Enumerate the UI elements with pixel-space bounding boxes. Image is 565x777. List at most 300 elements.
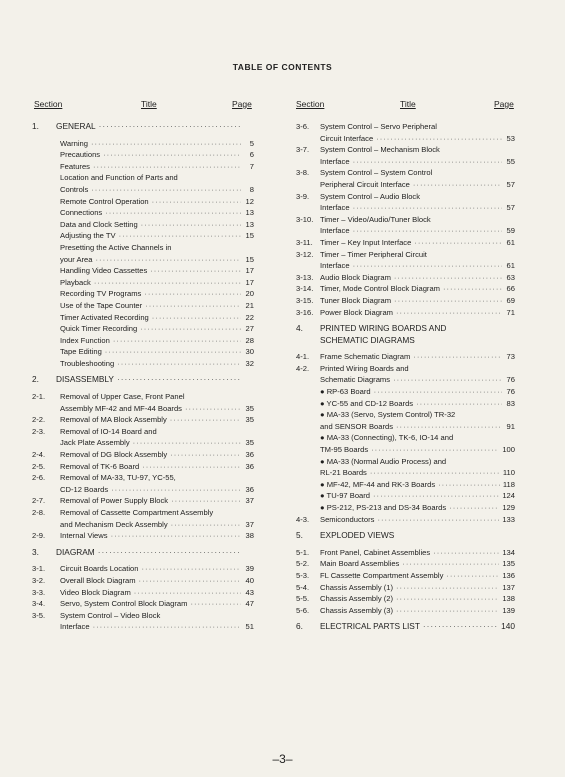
toc-entry-title: Connections bbox=[60, 208, 103, 218]
toc-entry bbox=[296, 421, 515, 433]
toc-entry-number: 3-12. bbox=[296, 249, 314, 259]
leader-dots bbox=[141, 219, 241, 231]
toc-entry-title: ● YC-55 and CD-12 Boards bbox=[320, 398, 414, 408]
toc-entry bbox=[32, 323, 254, 335]
toc-entry-title: Recording TV Programs bbox=[60, 289, 142, 299]
toc-entry-title: Interface bbox=[320, 156, 350, 166]
toc-entry-title: Interface bbox=[60, 622, 90, 632]
toc-column-left bbox=[32, 121, 254, 633]
leader-dots bbox=[353, 156, 502, 168]
toc-entry-title: ● RP-63 Board bbox=[320, 387, 371, 397]
toc-entry-page: 21 bbox=[245, 300, 254, 310]
toc-entry bbox=[32, 172, 254, 184]
page-title: TABLE OF CONTENTS bbox=[232, 62, 333, 72]
toc-entry-title: Controls bbox=[60, 184, 89, 194]
toc-entry bbox=[296, 214, 515, 226]
toc-entry-title: FL Cassette Compartment Assembly bbox=[320, 570, 444, 580]
toc-entry-title: Circuit Boards Location bbox=[60, 564, 139, 574]
toc-entry-page: 43 bbox=[245, 587, 254, 597]
leader-dots bbox=[414, 237, 502, 249]
leader-dots bbox=[111, 484, 241, 496]
toc-entry-page: 27 bbox=[245, 324, 254, 334]
leader-dots bbox=[371, 444, 499, 456]
toc-entry-number: 3-8. bbox=[296, 168, 310, 178]
page-header-left: Page bbox=[232, 99, 252, 109]
toc-entry-page: 124 bbox=[502, 491, 515, 501]
toc-entry-number: 4-3. bbox=[296, 514, 310, 524]
toc-entry-title: Jack Plate Assembly bbox=[60, 438, 130, 448]
leader-dots bbox=[96, 254, 241, 266]
toc-entry bbox=[32, 300, 254, 312]
toc-entry-page: 137 bbox=[502, 582, 515, 592]
toc-entry-title: DISASSEMBLY bbox=[56, 374, 114, 385]
toc-entry-number: 4-2. bbox=[296, 363, 310, 373]
toc-entry bbox=[296, 249, 515, 261]
toc-entry bbox=[296, 295, 515, 307]
toc-entry-page bbox=[244, 547, 254, 559]
toc-entry-number: 2-8. bbox=[32, 508, 46, 517]
toc-entry bbox=[296, 272, 515, 284]
toc-entry-number: 2-6. bbox=[32, 473, 46, 483]
toc-entry-title: Removal of MA Block Assembly bbox=[60, 415, 167, 425]
toc-entry-title: System Control – Video Block bbox=[60, 610, 161, 620]
toc-entry-page bbox=[244, 121, 254, 133]
toc-entry bbox=[32, 335, 254, 347]
toc-entry-title: Peripheral Circuit Interface bbox=[320, 179, 410, 189]
leader-dots bbox=[396, 605, 499, 617]
toc-entry-title: Index Function bbox=[60, 335, 110, 345]
toc-entry-number: 3-3. bbox=[32, 587, 46, 597]
leader-dots bbox=[190, 598, 241, 610]
toc-entry-page: 53 bbox=[506, 133, 515, 143]
toc-entry bbox=[32, 587, 254, 599]
toc-entry-title: System Control – System Control bbox=[320, 168, 433, 178]
toc-entry-title: Use of the Tape Counter bbox=[60, 300, 143, 310]
toc-entry-page: 47 bbox=[245, 599, 254, 609]
toc-entry-title: Precautions bbox=[60, 150, 101, 160]
leader-dots bbox=[413, 351, 502, 363]
toc-entry-title: Semiconductors bbox=[320, 514, 375, 524]
toc-entry bbox=[32, 575, 254, 587]
toc-entry-page: 36 bbox=[245, 461, 254, 471]
toc-entry-title: and Mechanism Deck Assembly bbox=[60, 519, 168, 529]
toc-entry-title: Removal of TK-6 Board bbox=[60, 461, 140, 471]
toc-entry bbox=[32, 449, 254, 461]
leader-dots bbox=[93, 621, 241, 633]
toc-entry-page: 17 bbox=[245, 266, 254, 276]
toc-entry-number: 3-14. bbox=[296, 284, 314, 294]
toc-entry bbox=[296, 514, 515, 526]
toc-entry bbox=[32, 161, 254, 173]
toc-entry-title: Chassis Assembly (1) bbox=[320, 582, 394, 592]
toc-entry-page: 73 bbox=[506, 352, 515, 362]
toc-entry-number: 2-1. bbox=[32, 392, 46, 402]
leader-dots bbox=[376, 133, 502, 145]
toc-entry-title: PRINTED WIRING BOARDS AND bbox=[320, 323, 447, 334]
title-header-left: Title bbox=[141, 99, 157, 109]
page-header-right: Page bbox=[494, 99, 514, 109]
toc-entry-title: Location and Function of Parts and bbox=[60, 173, 178, 183]
toc-entry bbox=[32, 426, 254, 438]
leader-dots bbox=[373, 490, 499, 502]
leader-dots bbox=[91, 184, 241, 196]
toc-entry-number: 2-3. bbox=[32, 426, 46, 436]
leader-dots bbox=[370, 467, 500, 479]
toc-entry-number: 3-11. bbox=[296, 237, 313, 247]
leader-dots bbox=[438, 479, 500, 491]
toc-entry-page: 8 bbox=[249, 184, 254, 194]
toc-entry bbox=[296, 605, 515, 617]
toc-entry-number: 3-9. bbox=[296, 191, 310, 201]
toc-entry bbox=[296, 191, 515, 203]
leader-dots bbox=[103, 149, 241, 161]
toc-entry bbox=[32, 437, 254, 449]
toc-entry bbox=[32, 621, 254, 633]
toc-entry-title: RL-21 Boards bbox=[320, 468, 367, 478]
toc-entry-title: Playback bbox=[60, 277, 91, 287]
toc-entry bbox=[296, 547, 515, 559]
toc-entry bbox=[32, 138, 254, 150]
toc-entry-title: Assembly MF-42 and MF-44 Boards bbox=[60, 403, 182, 413]
toc-entry bbox=[32, 149, 254, 161]
toc-entry-number: 3-16. bbox=[296, 307, 314, 317]
toc-entry-title: Interface bbox=[320, 203, 350, 213]
toc-entry-page: 13 bbox=[245, 208, 254, 218]
toc-entry-title: Removal of DG Block Assembly bbox=[60, 450, 168, 460]
toc-entry-page: 63 bbox=[506, 272, 515, 282]
toc-entry-title: Frame Schematic Diagram bbox=[320, 352, 411, 362]
toc-entry-page: 17 bbox=[245, 277, 254, 287]
toc-entry bbox=[32, 288, 254, 300]
toc-entry-number: 6. bbox=[296, 621, 303, 632]
toc-entry-title: Interface bbox=[320, 261, 350, 271]
toc-entry-title: SCHEMATIC DIAGRAMS bbox=[320, 334, 415, 345]
leader-dots bbox=[353, 225, 502, 237]
toc-entry-title: Removal of IO-14 Board and bbox=[60, 426, 157, 436]
toc-entry-title: System Control – Audio Block bbox=[320, 191, 421, 201]
leader-dots bbox=[93, 161, 241, 173]
toc-entry-number: 5. bbox=[296, 530, 303, 541]
toc-entry-title: Overall Block Diagram bbox=[60, 575, 136, 585]
toc-entry-title: Warning bbox=[60, 138, 88, 148]
leader-dots bbox=[396, 582, 499, 594]
toc-entry-page: 61 bbox=[506, 237, 515, 247]
toc-entry-number: 5-3. bbox=[296, 570, 310, 580]
toc-entry bbox=[32, 519, 254, 531]
toc-entry bbox=[296, 398, 515, 410]
leader-dots bbox=[423, 621, 498, 633]
toc-entry-page: 30 bbox=[245, 347, 254, 357]
leader-dots bbox=[443, 283, 502, 295]
toc-entry-page: 12 bbox=[245, 196, 254, 206]
toc-section-heading bbox=[32, 374, 254, 386]
toc-entry-number: 3-13. bbox=[296, 272, 314, 282]
toc-entry bbox=[32, 219, 254, 231]
toc-entry-title: DIAGRAM bbox=[56, 546, 95, 557]
leader-dots bbox=[413, 179, 502, 191]
toc-entry-page: 59 bbox=[506, 226, 515, 236]
toc-entry-page: 71 bbox=[506, 307, 515, 317]
toc-entry-page bbox=[244, 374, 254, 386]
toc-entry bbox=[296, 144, 515, 156]
toc-entry-title: ● MA-33 (Servo, System Control) TR-32 bbox=[320, 410, 456, 420]
toc-entry-page: 129 bbox=[502, 503, 515, 512]
toc-entry bbox=[296, 502, 515, 514]
toc-entry-title: Timer Activated Recording bbox=[60, 312, 149, 322]
toc-entry-page: 136 bbox=[502, 570, 515, 580]
leader-dots bbox=[133, 437, 241, 449]
toc-entry-number: 3-6. bbox=[296, 122, 310, 131]
leader-dots bbox=[396, 307, 502, 319]
toc-entry bbox=[32, 598, 254, 610]
leader-dots bbox=[353, 260, 502, 272]
toc-entry bbox=[296, 386, 515, 398]
toc-entry-title: Main Board Assemblies bbox=[320, 559, 400, 569]
leader-dots bbox=[374, 386, 502, 398]
toc-entry-page: 35 bbox=[245, 415, 254, 425]
toc-entry bbox=[32, 461, 254, 473]
toc-entry-page: 7 bbox=[249, 161, 254, 171]
leader-dots bbox=[111, 530, 241, 542]
leader-dots bbox=[449, 502, 499, 514]
leader-dots bbox=[98, 547, 241, 559]
toc-entry-title: Timer – Timer Peripheral Circuit bbox=[320, 249, 427, 259]
leader-dots bbox=[433, 547, 499, 559]
leader-dots bbox=[402, 558, 499, 570]
toc-entry-page: 66 bbox=[506, 284, 515, 294]
leader-dots bbox=[91, 138, 241, 150]
toc-entry-page: 134 bbox=[502, 547, 515, 557]
leader-dots bbox=[396, 421, 502, 433]
toc-entry bbox=[32, 254, 254, 266]
leader-dots bbox=[142, 461, 241, 473]
toc-entry bbox=[296, 283, 515, 295]
toc-entry-page: 20 bbox=[245, 289, 254, 299]
toc-entry bbox=[296, 467, 515, 479]
toc-entry-page: 36 bbox=[245, 484, 254, 494]
toc-entry-title: Data and Clock Setting bbox=[60, 219, 138, 229]
toc-entry-title: CD-12 Boards bbox=[60, 484, 109, 494]
toc-entry-page: 138 bbox=[502, 594, 515, 604]
leader-dots bbox=[416, 398, 502, 410]
toc-entry-number: 3-15. bbox=[296, 295, 314, 305]
toc-entry-page: 55 bbox=[506, 156, 515, 166]
toc-entry-number: 4-1. bbox=[296, 352, 310, 362]
leader-dots bbox=[117, 358, 241, 370]
toc-entry bbox=[32, 391, 254, 403]
toc-entry bbox=[32, 563, 254, 575]
toc-entry bbox=[296, 260, 515, 272]
toc-entry-title: Features bbox=[60, 161, 90, 171]
toc-entry bbox=[32, 265, 254, 277]
leader-dots bbox=[134, 587, 241, 599]
toc-entry-number: 2-5. bbox=[32, 461, 46, 471]
toc-entry-number: 3-1. bbox=[32, 564, 46, 574]
toc-entry-title: ELECTRICAL PARTS LIST bbox=[320, 621, 420, 632]
toc-entry bbox=[296, 156, 515, 168]
toc-entry-number: 2-7. bbox=[32, 496, 46, 506]
leader-dots bbox=[105, 346, 241, 358]
toc-entry-page: 139 bbox=[502, 605, 515, 615]
toc-entry-number: 3-2. bbox=[32, 575, 46, 585]
toc-entry-title: Servo, System Control Block Diagram bbox=[60, 599, 188, 609]
toc-entry bbox=[32, 530, 254, 542]
toc-entry bbox=[296, 351, 515, 363]
toc-entry-number: 2-4. bbox=[32, 450, 46, 460]
title-header-right: Title bbox=[400, 99, 416, 109]
toc-entry-title: Audio Block Diagram bbox=[320, 272, 391, 282]
leader-dots bbox=[152, 196, 241, 208]
leader-dots bbox=[170, 449, 241, 461]
toc-entry-title: GENERAL bbox=[56, 121, 96, 131]
toc-section-heading bbox=[32, 121, 254, 133]
toc-entry-page: 6 bbox=[249, 150, 254, 160]
toc-entry bbox=[32, 472, 254, 484]
toc-entry bbox=[296, 225, 515, 237]
leader-dots bbox=[142, 563, 241, 575]
toc-entry-title: Interface bbox=[320, 226, 350, 236]
leader-dots bbox=[113, 335, 241, 347]
toc-entry bbox=[296, 237, 515, 249]
toc-entry-page: 22 bbox=[245, 312, 254, 322]
toc-entry-title: TM-95 Boards bbox=[320, 445, 369, 455]
toc-column-right bbox=[296, 121, 515, 633]
toc-entry-title: Tuner Block Diagram bbox=[320, 295, 392, 305]
leader-dots bbox=[396, 593, 499, 605]
toc-entry bbox=[296, 179, 515, 191]
leader-dots bbox=[185, 403, 241, 415]
leader-dots bbox=[150, 265, 241, 277]
toc-entry-title: Handling Video Cassettes bbox=[60, 266, 148, 276]
leader-dots bbox=[99, 121, 241, 133]
toc-entry-page: 39 bbox=[245, 564, 254, 574]
section-header-left: Section bbox=[34, 99, 63, 109]
toc-entry bbox=[296, 456, 515, 468]
toc-entry-title: Quick Timer Recording bbox=[60, 324, 138, 334]
toc-entry-title: Printed Wiring Boards and bbox=[320, 363, 409, 373]
toc-entry-title: Front Panel, Cabinet Assemblies bbox=[320, 547, 431, 557]
section-header-right: Section bbox=[296, 99, 325, 109]
toc-entry-title: Timer – Key Input Interface bbox=[320, 237, 412, 247]
toc-entry bbox=[296, 374, 515, 386]
toc-entry bbox=[32, 242, 254, 254]
leader-dots bbox=[117, 374, 241, 386]
toc-entry-title: System Control – Mechanism Block bbox=[320, 145, 440, 155]
toc-entry-page: 76 bbox=[506, 375, 515, 385]
toc-entry bbox=[296, 490, 515, 502]
toc-entry-title: and SENSOR Boards bbox=[320, 421, 394, 431]
toc-entry-page: 35 bbox=[245, 438, 254, 448]
toc-entry-title: Chassis Assembly (2) bbox=[320, 594, 394, 604]
toc-entry-page: 61 bbox=[506, 261, 515, 271]
toc-section-heading bbox=[32, 547, 254, 559]
toc-entry-title: Circuit Interface bbox=[320, 133, 374, 143]
toc-entry-page: 37 bbox=[245, 519, 254, 529]
page-number: –3– bbox=[272, 752, 293, 766]
toc-entry bbox=[32, 230, 254, 242]
toc-entry bbox=[296, 570, 515, 582]
toc-entry-number: 1. bbox=[32, 121, 39, 131]
toc-entry bbox=[32, 207, 254, 219]
leader-dots bbox=[353, 202, 502, 214]
leader-dots bbox=[377, 514, 499, 526]
leader-dots bbox=[144, 288, 241, 300]
toc-entry-title: Timer – Video/Audio/Tuner Block bbox=[320, 214, 431, 224]
toc-entry bbox=[296, 558, 515, 570]
toc-entry-page: 57 bbox=[506, 179, 515, 189]
leader-dots bbox=[393, 374, 502, 386]
toc-section-heading bbox=[296, 621, 515, 633]
toc-entry-page: 135 bbox=[502, 559, 515, 569]
toc-entry-number: 3-4. bbox=[32, 599, 46, 609]
toc-entry-page: 15 bbox=[245, 231, 254, 241]
toc-entry-title: EXPLODED VIEWS bbox=[320, 530, 395, 541]
toc-entry bbox=[296, 593, 515, 605]
toc-section-heading bbox=[296, 323, 515, 335]
leader-dots bbox=[170, 414, 241, 426]
toc-entry-number: 5-1. bbox=[296, 547, 310, 557]
toc-entry bbox=[296, 582, 515, 594]
toc-entry-page: 13 bbox=[245, 219, 254, 229]
toc-entry-number: 5-6. bbox=[296, 605, 310, 615]
toc-entry-page: 40 bbox=[245, 575, 254, 585]
toc-entry-title: Adjusting the TV bbox=[60, 231, 116, 241]
leader-dots bbox=[171, 495, 241, 507]
toc-entry-page: 28 bbox=[245, 335, 254, 345]
toc-entry-title: Removal of Cassette Compartment Assembly bbox=[60, 508, 214, 517]
toc-entry bbox=[296, 202, 515, 214]
toc-entry-number: 2-2. bbox=[32, 415, 46, 425]
toc-entry bbox=[32, 184, 254, 196]
toc-entry-page: 5 bbox=[249, 138, 254, 148]
toc-entry-number: 5-2. bbox=[296, 559, 310, 569]
toc-entry-title: ● PS-212, PS-213 and DS-34 Boards bbox=[320, 503, 447, 512]
toc-entry-title: your Area bbox=[60, 254, 93, 264]
toc-entry-page: 35 bbox=[245, 403, 254, 413]
toc-section-heading bbox=[296, 335, 515, 347]
toc-entry-title: ● MA-33 (Connecting), TK-6, IO-14 and bbox=[320, 433, 454, 443]
leader-dots bbox=[394, 272, 502, 284]
leader-dots bbox=[139, 575, 241, 587]
toc-entry-number: 4. bbox=[296, 323, 303, 334]
toc-entry-page: 110 bbox=[502, 468, 515, 478]
toc-entry bbox=[296, 432, 515, 444]
leader-dots bbox=[446, 570, 499, 582]
toc-entry-page: 140 bbox=[501, 621, 515, 632]
leader-dots bbox=[394, 295, 502, 307]
toc-entry-title: Tape Editing bbox=[60, 347, 102, 357]
toc-entry bbox=[32, 277, 254, 289]
toc-entry-title: ● MA-33 (Normal Audio Process) and bbox=[320, 456, 447, 466]
toc-entry-number: 2-9. bbox=[32, 531, 46, 541]
toc-entry-title: Removal of MA-33, TU-97, YC-55, bbox=[60, 473, 176, 483]
toc-entry-page: 36 bbox=[245, 450, 254, 460]
toc-entry-title: Internal Views bbox=[60, 531, 108, 541]
toc-entry-page: 118 bbox=[502, 479, 515, 489]
toc-section-heading bbox=[296, 530, 515, 542]
toc-entry bbox=[296, 307, 515, 319]
toc-entry-number: 3. bbox=[32, 546, 39, 557]
toc-entry-page: 100 bbox=[502, 445, 515, 455]
leader-dots bbox=[171, 519, 241, 531]
leader-dots bbox=[105, 207, 241, 219]
toc-entry-number: 3-5. bbox=[32, 610, 46, 620]
toc-entry bbox=[296, 121, 515, 133]
toc-entry-title: Timer, Mode Control Block Diagram bbox=[320, 284, 440, 294]
toc-entry bbox=[32, 507, 254, 519]
toc-entry-title: Schematic Diagrams bbox=[320, 375, 391, 385]
toc-entry-page: 38 bbox=[245, 531, 254, 541]
